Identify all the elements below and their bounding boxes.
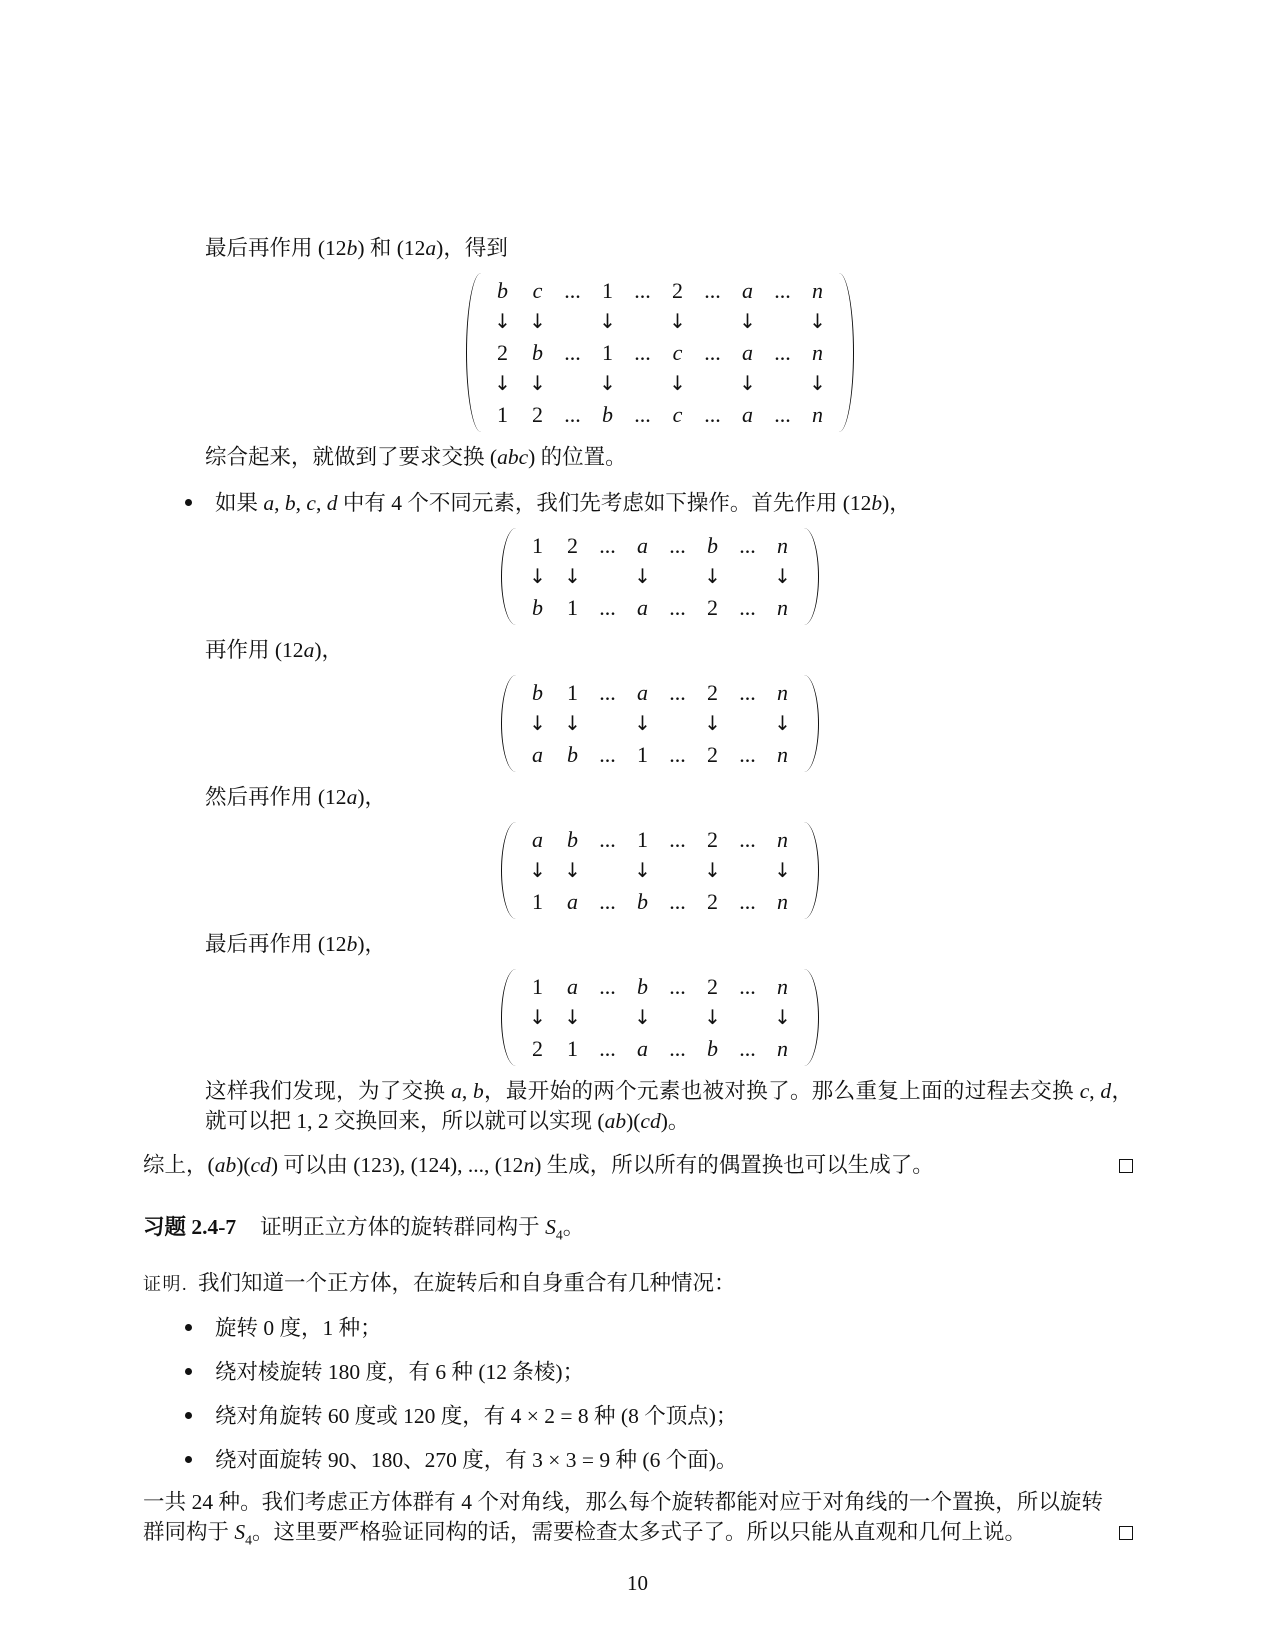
matrix-cell: ... (739, 533, 756, 558)
right-paren (804, 675, 819, 772)
matrix-row (520, 824, 800, 855)
proof-intro-text: 我们知道一个正方体，在旋转后和自身重合有几种情况： (198, 1271, 736, 1295)
matrix-cell: ... (704, 402, 721, 427)
matrix-cell: ... (599, 533, 616, 558)
matrix-cell: 1 (637, 742, 648, 767)
conclusion-text: 一共 24 种。我们考虑正方体群有 4 个对角线，那么每个旋转都能对应于对角线的一个置换，所以旋转群同构于 $S_4$。这里要严格验证同构的话，需要检查太多式子了。所以只能从直观和几何上说。 (143, 1490, 1103, 1548)
matrix-cell: b (532, 340, 543, 365)
matrix-cell: 2 (497, 340, 508, 365)
matrix-cell: a (637, 533, 648, 558)
list-item-text: 绕对面旋转 90、180、270 度，有 3 × 3 = 9 种 (6 个面)。 (215, 1448, 738, 1472)
matrix-cell: a (637, 595, 648, 620)
matrix-cell: 2 (672, 278, 683, 303)
matrix-cell: b (707, 1036, 718, 1061)
right-paren (804, 969, 819, 1066)
matrix-row (520, 1002, 800, 1033)
rotation-cases-list (143, 1313, 1133, 1475)
matrix-cell: a (742, 340, 753, 365)
matrix-grid (520, 675, 800, 772)
matrix-cell: ... (669, 827, 686, 852)
matrix-cell: ... (564, 340, 581, 365)
left-paren (466, 273, 481, 432)
matrix-grid (520, 969, 800, 1066)
matrix-cell: ... (774, 278, 791, 303)
matrix-cell: n (777, 1036, 788, 1061)
down-arrow-icon: ↓ (704, 858, 721, 882)
down-arrow-icon: ↓ (669, 309, 686, 333)
matrix-cell: ... (739, 595, 756, 620)
matrix-cell: ... (564, 278, 581, 303)
down-arrow-icon: ↓ (774, 711, 791, 735)
page-number: 10 (627, 1571, 648, 1595)
matrix-cell: b (707, 533, 718, 558)
list-item-edge-rotation (185, 1357, 1133, 1387)
list-item-face-rotation (185, 1445, 1133, 1475)
matrix-row (520, 971, 800, 1002)
matrix-cell: a (532, 827, 543, 852)
matrix-row (485, 306, 835, 337)
matrix-cell: 1 (637, 827, 648, 852)
matrix-grid (520, 822, 800, 919)
proof-conclusion (143, 1487, 1133, 1547)
matrix-row (520, 886, 800, 917)
summary-text: 综上，(ab)(cd) 可以由 (123), (124), ..., (12n) 生成，所以所有的偶置换也可以生成了。 (143, 1153, 934, 1177)
matrix-cell: 2 (707, 742, 718, 767)
down-arrow-icon: ↓ (774, 858, 791, 882)
matrix-cell: a (567, 889, 578, 914)
matrix-cell: n (812, 278, 823, 303)
permutation-matrix (466, 273, 854, 432)
matrix-cell: a (567, 974, 578, 999)
matrix-cell: ... (669, 974, 686, 999)
down-arrow-icon: ↓ (704, 564, 721, 588)
matrix-cell: c (672, 340, 683, 365)
down-arrow-icon: ↓ (494, 309, 511, 333)
matrix-cell: n (812, 402, 823, 427)
matrix-cell: 2 (707, 595, 718, 620)
matrix-cell: 1 (567, 595, 578, 620)
matrix-cell: ... (564, 402, 581, 427)
matrix-cell: 1 (532, 533, 543, 558)
down-arrow-icon: ↓ (669, 371, 686, 395)
matrix-cell: 2 (567, 533, 578, 558)
permutation-matrix (501, 675, 819, 772)
matrix-cell: 1 (567, 1036, 578, 1061)
matrix-cell: b (637, 889, 648, 914)
matrix-cell: 1 (567, 680, 578, 705)
bullet-text: 如果 a, b, c, d 中有 4 个不同元素，我们先考虑如下操作。首先作用 (12b)， (215, 491, 911, 515)
list-item-text: 旋转 0 度，1 种； (215, 1316, 382, 1340)
matrix-cell: ... (669, 889, 686, 914)
qed-box-icon (1119, 1159, 1133, 1173)
exercise-title: 证明正立方体的旋转群同构于 $S_4$。 (260, 1215, 585, 1243)
matrix-cell: ... (774, 340, 791, 365)
matrix-cell: n (777, 742, 788, 767)
matrix-cell: ... (634, 402, 651, 427)
matrix-grid (520, 528, 800, 625)
down-arrow-icon: ↓ (634, 858, 651, 882)
matrix-cell: b (567, 827, 578, 852)
matrix-display-step2 (165, 675, 1155, 772)
right-paren (839, 273, 854, 432)
matrix-cell: 1 (532, 974, 543, 999)
proof-intro (143, 1268, 1133, 1299)
matrix-row (520, 739, 800, 770)
left-paren (501, 822, 516, 919)
matrix-grid (485, 273, 835, 432)
bullet-icon (185, 499, 192, 506)
matrix-cell: n (812, 340, 823, 365)
matrix-cell: ... (634, 278, 651, 303)
permutation-matrix (501, 969, 819, 1066)
matrix-row (485, 368, 835, 399)
right-paren (804, 822, 819, 919)
matrix-row (520, 708, 800, 739)
down-arrow-icon: ↓ (634, 711, 651, 735)
matrix-cell: 1 (602, 278, 613, 303)
matrix-cell: a (742, 402, 753, 427)
matrix-cell: ... (669, 742, 686, 767)
bullet-item-four-distinct (185, 488, 1133, 518)
matrix-cell: ... (774, 402, 791, 427)
matrix-cell: b (532, 680, 543, 705)
matrix-cell: ... (599, 827, 616, 852)
matrix-row (520, 1033, 800, 1064)
paragraph-apply-last: 最后再作用 (12b) 和 (12a)，得到 (205, 236, 508, 260)
matrix-cell: ... (739, 742, 756, 767)
matrix-cell: ... (739, 1036, 756, 1061)
matrix-row (485, 399, 835, 430)
exercise-number: 习题 2.4-7 (143, 1215, 237, 1239)
matrix-cell: ... (669, 680, 686, 705)
matrix-row (520, 855, 800, 886)
matrix-cell: b (637, 974, 648, 999)
qed-box-icon (1119, 1526, 1133, 1540)
bullet-icon (185, 1368, 192, 1375)
matrix-cell: b (602, 402, 613, 427)
list-item-vertex-rotation (185, 1401, 1133, 1431)
down-arrow-icon: ↓ (599, 371, 616, 395)
matrix-row (485, 337, 835, 368)
matrix-cell: ... (704, 340, 721, 365)
matrix-cell: ... (634, 340, 651, 365)
paragraph-finally-12b: 最后再作用 (12b)， (205, 932, 386, 956)
down-arrow-icon: ↓ (739, 371, 756, 395)
down-arrow-icon: ↓ (564, 1005, 581, 1029)
matrix-cell: 2 (707, 827, 718, 852)
matrix-cell: a (742, 278, 753, 303)
matrix-cell: ... (599, 595, 616, 620)
right-paren (804, 528, 819, 625)
bullet-icon (185, 1412, 192, 1419)
matrix-cell: ... (669, 595, 686, 620)
matrix-cell: 2 (532, 1036, 543, 1061)
matrix-cell: n (777, 974, 788, 999)
matrix-cell: n (777, 533, 788, 558)
matrix-cell: ... (704, 278, 721, 303)
down-arrow-icon: ↓ (529, 371, 546, 395)
down-arrow-icon: ↓ (564, 711, 581, 735)
matrix-cell: 2 (707, 974, 718, 999)
down-arrow-icon: ↓ (774, 1005, 791, 1029)
matrix-cell: n (777, 595, 788, 620)
matrix-display-step4 (165, 969, 1155, 1066)
left-paren (501, 528, 516, 625)
matrix-cell: ... (739, 827, 756, 852)
matrix-cell: c (532, 278, 543, 303)
down-arrow-icon: ↓ (564, 564, 581, 588)
list-item-identity (185, 1313, 1133, 1343)
down-arrow-icon: ↓ (634, 564, 651, 588)
matrix-cell: 1 (532, 889, 543, 914)
left-paren (501, 969, 516, 1066)
matrix-cell: a (637, 1036, 648, 1061)
matrix-display-step1 (165, 528, 1155, 625)
matrix-row (520, 592, 800, 623)
matrix-row (520, 561, 800, 592)
matrix-cell: 2 (707, 680, 718, 705)
matrix-cell: ... (599, 974, 616, 999)
down-arrow-icon: ↓ (529, 711, 546, 735)
permutation-matrix (501, 822, 819, 919)
matrix-cell: n (777, 889, 788, 914)
matrix-cell: b (532, 595, 543, 620)
down-arrow-icon: ↓ (634, 1005, 651, 1029)
bullet-icon (185, 1324, 192, 1331)
matrix-cell: ... (599, 889, 616, 914)
matrix-cell: 2 (707, 889, 718, 914)
proof-label: 证明. (143, 1274, 188, 1294)
down-arrow-icon: ↓ (739, 309, 756, 333)
list-item-text: 绕对棱旋转 180 度，有 6 种 (12 条棱)； (215, 1360, 585, 1384)
paragraph-observation: 这样我们发现，为了交换 a, b，最开始的两个元素也被对换了。那么重复上面的过程去交换 c, d，就可以把 1, 2 交换回来，所以就可以实现 (ab)(cd)。 (205, 1079, 1133, 1133)
down-arrow-icon: ↓ (704, 711, 721, 735)
matrix-cell: ... (739, 889, 756, 914)
paragraph-summary (143, 1150, 1133, 1180)
matrix-row (520, 677, 800, 708)
matrix-cell: ... (739, 680, 756, 705)
down-arrow-icon: ↓ (704, 1005, 721, 1029)
matrix-display-abc (165, 273, 1155, 432)
down-arrow-icon: ↓ (564, 858, 581, 882)
down-arrow-icon: ↓ (529, 858, 546, 882)
matrix-cell: n (777, 827, 788, 852)
matrix-cell: 1 (497, 402, 508, 427)
matrix-cell: ... (599, 680, 616, 705)
matrix-cell: a (532, 742, 543, 767)
paragraph-then-12a: 再作用 (12a)， (205, 638, 343, 662)
paragraph-combine: 综合起来，就做到了要求交换 (abc) 的位置。 (205, 445, 627, 469)
matrix-cell: b (497, 278, 508, 303)
paragraph-then-again-12a: 然后再作用 (12a)， (205, 785, 386, 809)
bullet-icon (185, 1456, 192, 1463)
matrix-cell: 2 (532, 402, 543, 427)
matrix-cell: ... (669, 533, 686, 558)
down-arrow-icon: ↓ (529, 564, 546, 588)
down-arrow-icon: ↓ (809, 371, 826, 395)
exercise-heading (143, 1212, 1133, 1242)
down-arrow-icon: ↓ (494, 371, 511, 395)
permutation-matrix (501, 528, 819, 625)
matrix-cell: b (567, 742, 578, 767)
matrix-cell: n (777, 680, 788, 705)
down-arrow-icon: ↓ (529, 309, 546, 333)
down-arrow-icon: ↓ (599, 309, 616, 333)
matrix-row (520, 530, 800, 561)
matrix-cell: ... (599, 1036, 616, 1061)
matrix-cell: ... (739, 974, 756, 999)
down-arrow-icon: ↓ (774, 564, 791, 588)
matrix-row (485, 275, 835, 306)
matrix-display-step3 (165, 822, 1155, 919)
matrix-cell: a (637, 680, 648, 705)
matrix-cell: ... (599, 742, 616, 767)
matrix-cell: 1 (602, 340, 613, 365)
matrix-cell: c (672, 402, 683, 427)
left-paren (501, 675, 516, 772)
list-item-text: 绕对角旋转 60 度或 120 度，有 4 × 2 = 8 种 (8 个顶点)； (215, 1404, 738, 1428)
matrix-cell: ... (669, 1036, 686, 1061)
down-arrow-icon: ↓ (529, 1005, 546, 1029)
down-arrow-icon: ↓ (809, 309, 826, 333)
